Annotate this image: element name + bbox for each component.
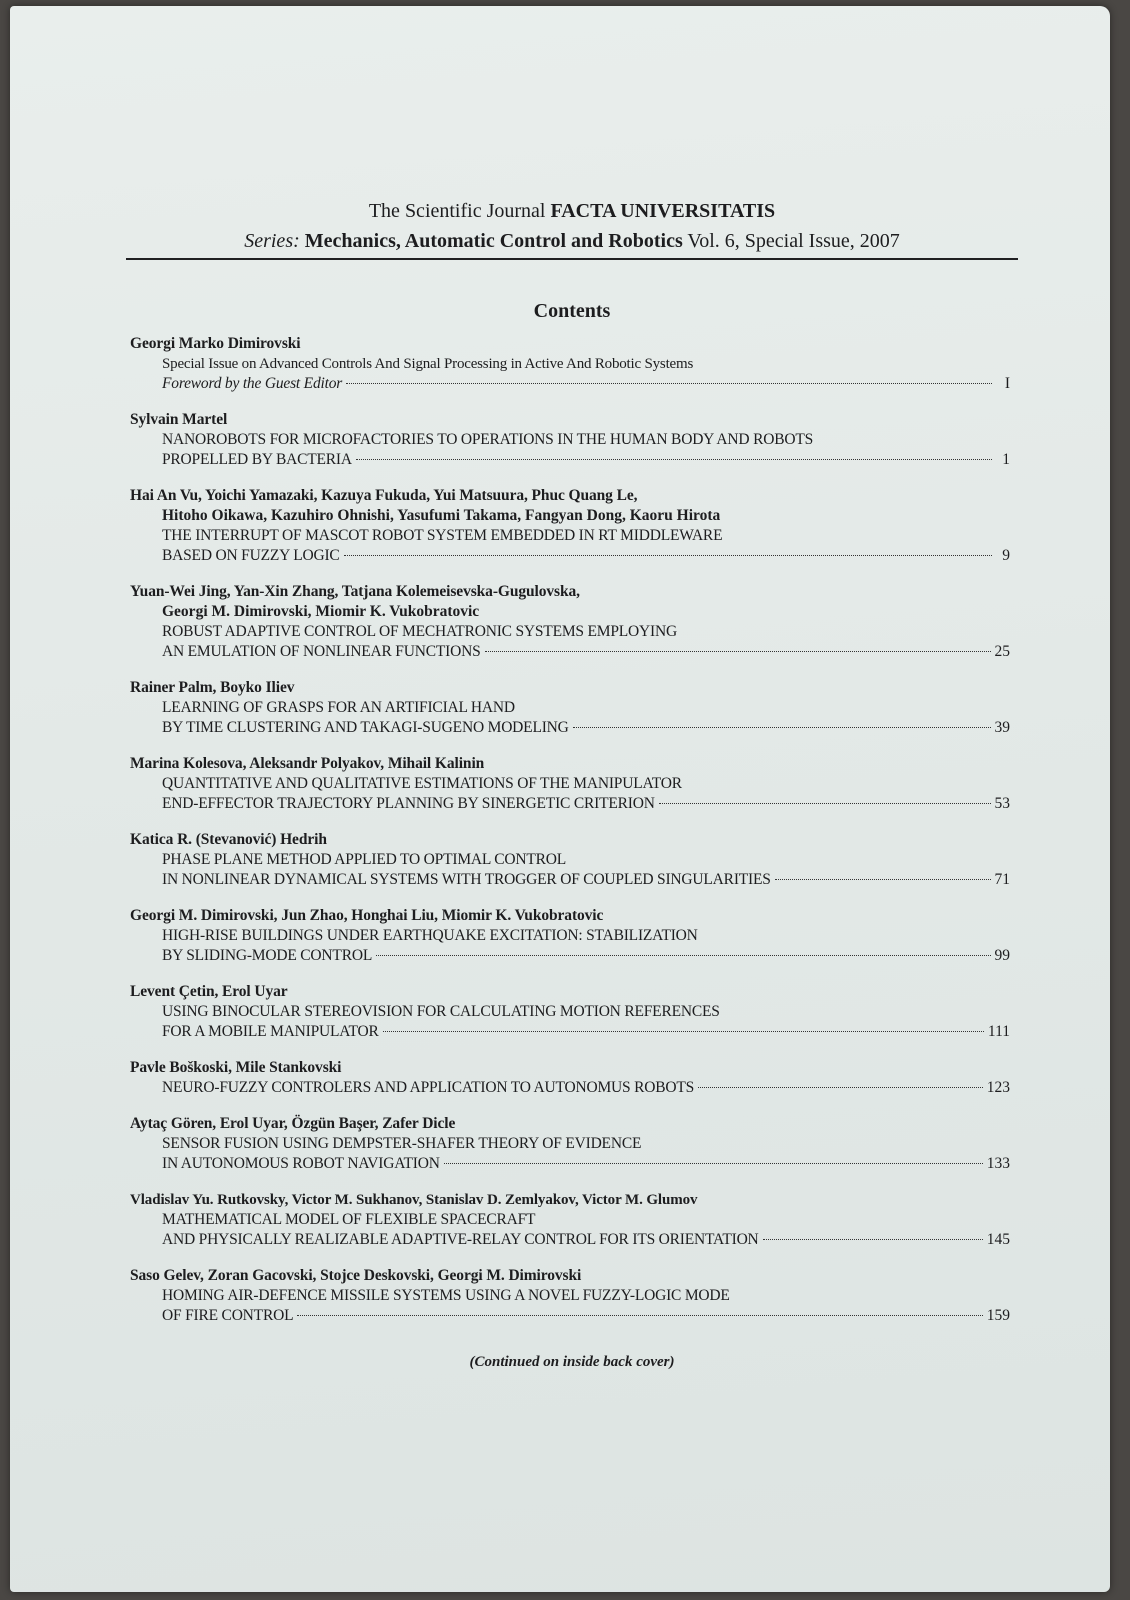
entry-title-line: ROBUST ADAPTIVE CONTROL OF MECHATRONIC SYSTEMS EMPLOYING [162, 623, 677, 640]
page-number: 25 [994, 643, 1010, 660]
entry-authors: Aytaç Gören, Erol Uyar, Özgün Başer, Zafer Dicle [130, 1115, 456, 1132]
journal-header [126, 196, 1018, 256]
toc-entry [130, 1266, 1010, 1326]
journal-back-cover [10, 6, 1110, 1592]
entry-title-last-line [130, 1154, 1010, 1174]
dot-leader [344, 555, 992, 556]
entry-title-last-line [130, 1230, 1010, 1250]
contents-heading: Contents [533, 300, 611, 322]
dot-leader [775, 879, 991, 880]
entry-authors: Katica R. (Stevanović) Hedrih [130, 831, 327, 848]
entry-authors: Georgi M. Dimirovski, Jun Zhao, Honghai Liu, Miomir K. Vukobratovic [130, 907, 604, 924]
toc-entry [130, 1058, 1010, 1098]
toc-entry [130, 906, 1010, 966]
entry-authors: Pavle Boškoski, Mile Stankovski [130, 1059, 342, 1076]
toc-entry [130, 486, 1010, 566]
dot-leader [376, 955, 990, 956]
entry-title-last-line [130, 642, 1010, 662]
entry-title-line: Special Issue on Advanced Controls And Signal Processing in Active And Robotic Systems [162, 356, 694, 372]
entry-title-last-line [130, 374, 1010, 394]
page-number: 1 [1002, 451, 1010, 468]
toc-entry [130, 754, 1010, 814]
entry-title-last-line [130, 450, 1010, 470]
toc-entry [130, 334, 1010, 394]
entry-title-line: USING BINOCULAR STEREOVISION FOR CALCULATING MOTION REFERENCES [162, 1003, 720, 1020]
header-divider [126, 258, 1018, 260]
dot-leader [485, 651, 991, 652]
page-number: 159 [986, 1307, 1010, 1324]
volume-info: Vol. 6, Special Issue, 2007 [682, 230, 900, 252]
entry-authors: Georgi Marko Dimirovski [130, 335, 301, 352]
entry-authors-cont: Georgi M. Dimirovski, Miomir K. Vukobratovic [162, 603, 480, 620]
toc-entry [130, 982, 1010, 1042]
entry-title-text: BY TIME CLUSTERING AND TAKAGI-SUGENO MODELING [162, 719, 569, 736]
dot-leader [659, 803, 991, 804]
entry-title-text: Foreword by the Guest Editor [162, 375, 343, 392]
journal-title-prefix: The Scientific Journal [368, 200, 551, 222]
entry-title-line: HIGH-RISE BUILDINGS UNDER EARTHQUAKE EXCITATION: STABILIZATION [162, 927, 698, 944]
toc-entry [130, 582, 1010, 662]
dot-leader [444, 1163, 983, 1164]
dot-leader [346, 383, 992, 384]
entry-title-last-line [130, 1306, 1010, 1326]
entry-title-text: FOR A MOBILE MANIPULATOR [162, 1023, 379, 1040]
entry-title-line: HOMING AIR-DEFENCE MISSILE SYSTEMS USING A NOVEL FUZZY-LOGIC MODE [162, 1287, 730, 1304]
entry-title-last-line [130, 870, 1010, 890]
entry-title-line: NANOROBOTS FOR MICROFACTORIES TO OPERATIONS IN THE HUMAN BODY AND ROBOTS [162, 431, 814, 448]
entry-authors: Marina Kolesova, Aleksandr Polyakov, Mihail Kalinin [130, 755, 485, 772]
toc-entry [130, 1114, 1010, 1174]
toc-entry [130, 1190, 1010, 1250]
entry-title-text: OF FIRE CONTROL [162, 1307, 294, 1324]
entry-title-last-line [130, 1078, 1010, 1098]
entry-title-text: IN NONLINEAR DYNAMICAL SYSTEMS WITH TROGGER OF COUPLED SINGULARITIES [162, 871, 771, 888]
entry-authors: Vladislav Yu. Rutkovsky, Victor M. Sukhanov, Stanislav D. Zemlyakov, Victor M. Glumov [130, 1192, 698, 1208]
entry-title-line: MATHEMATICAL MODEL OF FLEXIBLE SPACECRAFT [162, 1211, 536, 1228]
journal-title-line [126, 196, 1018, 226]
dot-leader [763, 1239, 983, 1240]
toc-entry [130, 410, 1010, 470]
page-number: 39 [994, 719, 1010, 736]
journal-name: FACTA UNIVERSITATIS [550, 200, 776, 222]
entry-title-line: THE INTERRUPT OF MASCOT ROBOT SYSTEM EMBEDDED IN RT MIDDLEWARE [162, 527, 723, 544]
entry-title-last-line [130, 718, 1010, 738]
page-number: 133 [986, 1155, 1010, 1172]
entry-title-line: SENSOR FUSION USING DEMPSTER-SHAFER THEORY OF EVIDENCE [162, 1135, 642, 1152]
series-name: Mechanics, Automatic Control and Robotics [304, 230, 683, 252]
entry-title-line: LEARNING OF GRASPS FOR AN ARTIFICIAL HAND [162, 699, 515, 716]
entry-authors: Yuan-Wei Jing, Yan-Xin Zhang, Tatjana Kolemeisevska-Gugulovska, [130, 583, 580, 600]
series-line [126, 226, 1018, 256]
entry-authors: Hai An Vu, Yoichi Yamazaki, Kazuya Fukuda, Yui Matsuura, Phuc Quang Le, [130, 487, 638, 504]
dot-leader [297, 1315, 982, 1316]
entry-authors: Sylvain Martel [130, 411, 228, 428]
entry-title-last-line [130, 546, 1010, 566]
dot-leader [573, 727, 991, 728]
page-number: 71 [994, 871, 1010, 888]
entry-title-text: AN EMULATION OF NONLINEAR FUNCTIONS [162, 643, 481, 660]
entry-title-text: AND PHYSICALLY REALIZABLE ADAPTIVE-RELAY CONTROL FOR ITS ORIENTATION [162, 1231, 759, 1248]
continued-note: (Continued on inside back cover) [469, 1354, 675, 1370]
entry-title-text: NEURO-FUZZY CONTROLERS AND APPLICATION TO AUTONOMUS ROBOTS [162, 1079, 695, 1096]
entry-title-text: END-EFFECTOR TRAJECTORY PLANNING BY SINERGETIC CRITERION [162, 795, 655, 812]
toc-entry [130, 678, 1010, 738]
entry-title-last-line [130, 1022, 1010, 1042]
entry-title-text: IN AUTONOMOUS ROBOT NAVIGATION [162, 1155, 440, 1172]
page-number: 9 [1002, 547, 1010, 564]
page-number: 99 [994, 947, 1010, 964]
entry-authors-cont: Hitoho Oikawa, Kazuhiro Ohnishi, Yasufumi Takama, Fangyan Dong, Kaoru Hirota [162, 507, 721, 524]
entry-authors: Rainer Palm, Boyko Iliev [130, 679, 295, 696]
entry-title-line: PHASE PLANE METHOD APPLIED TO OPTIMAL CONTROL [162, 851, 567, 868]
entry-title-last-line [130, 946, 1010, 966]
series-label: Series: [244, 230, 305, 252]
page-number: I [1004, 375, 1010, 392]
entry-title-text: PROPELLED BY BACTERIA [162, 451, 352, 468]
entry-title-line: QUANTITATIVE AND QUALITATIVE ESTIMATIONS OF THE MANIPULATOR [162, 775, 682, 792]
entry-title-text: BY SLIDING-MODE CONTROL [162, 947, 373, 964]
page-number: 53 [994, 795, 1010, 812]
entry-authors: Saso Gelev, Zoran Gacovski, Stojce Deskovski, Georgi M. Dimirovski [130, 1267, 582, 1284]
toc-entry [130, 830, 1010, 890]
entry-authors: Levent Çetin, Erol Uyar [130, 983, 288, 1000]
page-number: 145 [986, 1231, 1010, 1248]
entry-title-text: BASED ON FUZZY LOGIC [162, 547, 340, 564]
entry-title-last-line [130, 794, 1010, 814]
dot-leader [383, 1031, 984, 1032]
dot-leader [356, 459, 992, 460]
page-number: 123 [986, 1079, 1010, 1096]
dot-leader [698, 1087, 983, 1088]
page-number: 111 [987, 1023, 1010, 1040]
